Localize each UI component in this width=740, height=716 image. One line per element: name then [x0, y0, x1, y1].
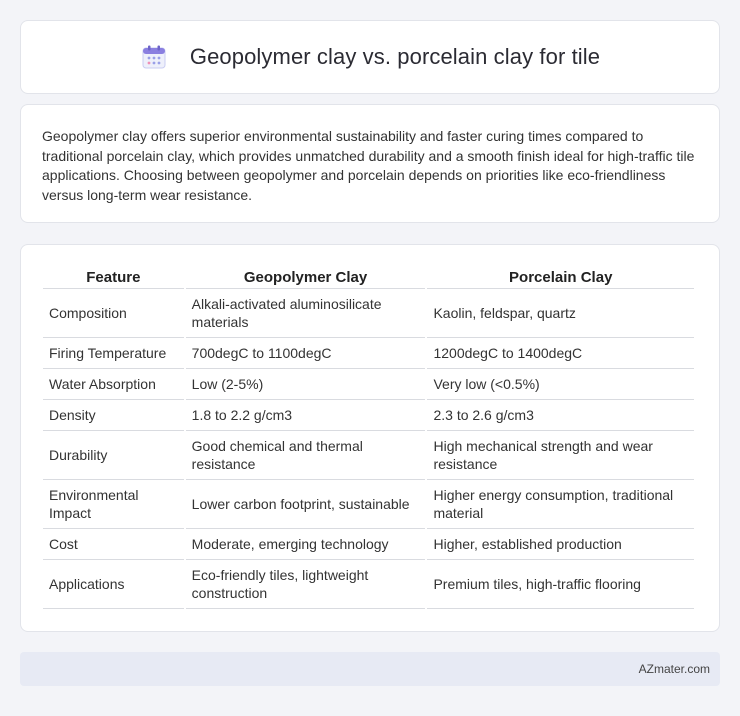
porcelain-cell: Higher, established production	[427, 529, 694, 560]
porcelain-cell: High mechanical strength and wear resistance	[427, 431, 694, 480]
feature-cell: Cost	[43, 529, 184, 560]
feature-cell: Applications	[43, 560, 184, 609]
comparison-table-card	[20, 244, 720, 632]
header-feature: Feature	[43, 263, 184, 289]
table-header-row	[43, 263, 694, 289]
geopolymer-cell: Good chemical and thermal resistance	[186, 431, 426, 480]
table-row	[43, 560, 694, 609]
header-porcelain: Porcelain Clay	[427, 263, 694, 289]
feature-cell: Durability	[43, 431, 184, 480]
porcelain-cell: Premium tiles, high-traffic flooring	[427, 560, 694, 609]
geopolymer-cell: Eco-friendly tiles, lightweight construction	[186, 560, 426, 609]
porcelain-cell: Kaolin, feldspar, quartz	[427, 289, 694, 338]
porcelain-cell: Very low (<0.5%)	[427, 369, 694, 400]
porcelain-cell: 2.3 to 2.6 g/cm3	[427, 400, 694, 431]
table-row	[43, 400, 694, 431]
footer	[20, 652, 720, 686]
header-geopolymer: Geopolymer Clay	[186, 263, 426, 289]
feature-cell: Composition	[43, 289, 184, 338]
table-row	[43, 431, 694, 480]
geopolymer-cell: Lower carbon footprint, sustainable	[186, 480, 426, 529]
intro-text: Geopolymer clay offers superior environmental sustainability and faster curing times compared to traditional porcelain clay, which provides unmatched durability and a smooth finish ideal for high-traffic tile applications. Choosing between geopolymer and porcelain depends on priorities like eco-friendliness versus long-term wear resistance.	[42, 128, 695, 203]
porcelain-cell: Higher energy consumption, traditional material	[427, 480, 694, 529]
geopolymer-cell: 700degC to 1100degC	[186, 338, 426, 369]
feature-cell: Density	[43, 400, 184, 431]
comparison-table	[41, 263, 696, 609]
table-row	[43, 529, 694, 560]
table-row	[43, 369, 694, 400]
geopolymer-cell: Moderate, emerging technology	[186, 529, 426, 560]
porcelain-cell: 1200degC to 1400degC	[427, 338, 694, 369]
feature-cell: Firing Temperature	[43, 338, 184, 369]
table-row	[43, 480, 694, 529]
geopolymer-cell: Low (2-5%)	[186, 369, 426, 400]
table-row	[43, 338, 694, 369]
footer-brand: AZmater.com	[638, 662, 710, 676]
geopolymer-cell: 1.8 to 2.2 g/cm3	[186, 400, 426, 431]
table-row	[43, 289, 694, 338]
geopolymer-cell: Alkali-activated aluminosilicate materials	[186, 289, 426, 338]
feature-cell: Water Absorption	[43, 369, 184, 400]
title-card	[20, 20, 720, 94]
calendar-icon	[140, 43, 168, 71]
intro-card	[20, 104, 720, 223]
feature-cell: Environmental Impact	[43, 480, 184, 529]
page-title: Geopolymer clay vs. porcelain clay for tile	[189, 44, 601, 69]
